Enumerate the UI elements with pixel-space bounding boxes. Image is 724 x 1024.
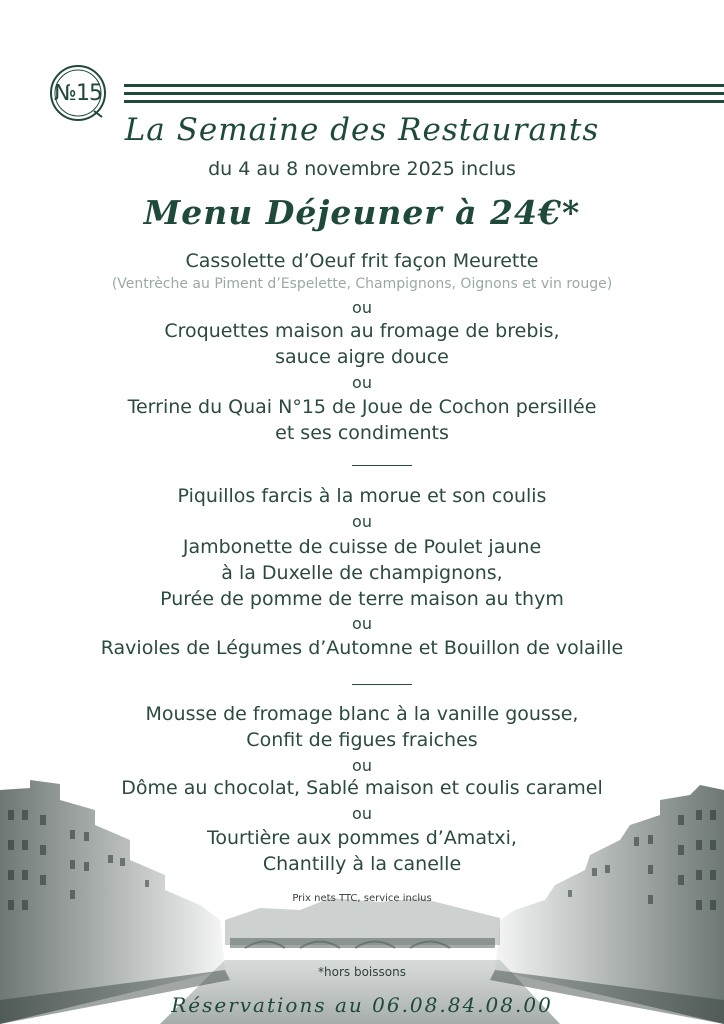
entree-3-line-2: et ses condiments: [275, 422, 449, 444]
prices-note: Prix nets TTC, service inclus: [292, 893, 432, 904]
or-separator: ou: [352, 298, 372, 317]
or-separator: ou: [352, 804, 372, 823]
plat-2-line-1: Jambonette de cuisse de Poulet jaune: [182, 536, 542, 558]
or-separator: ou: [352, 614, 372, 633]
or-separator: ou: [352, 756, 372, 775]
section-divider: [352, 465, 412, 466]
plat-2-line-3: Purée de pomme de terre maison au thym: [160, 588, 564, 610]
header-rule-3: [124, 100, 724, 103]
entree-1-detail: (Ventrèche au Piment d’Espelette, Champignons, Oignons et vin rouge): [111, 276, 613, 292]
header-rule-1: [124, 84, 724, 87]
dessert-2-line-1: Dôme au chocolat, Sablé maison et coulis caramel: [121, 777, 603, 799]
plat-2-line-2: à la Duxelle de champignons,: [221, 562, 503, 584]
section-divider: [352, 684, 412, 685]
plat-3-line-1: Ravioles de Légumes d’Automne et Bouillon de volaille: [100, 637, 624, 659]
dessert-1-line-2: Confit de figues fraiches: [246, 729, 478, 751]
entree-2-line-1: Croquettes maison au fromage de brebis,: [164, 320, 560, 342]
entree-3-line-1: Terrine du Quai N°15 de Joue de Cochon persillée: [127, 396, 597, 418]
event-dates: du 4 au 8 novembre 2025 inclus: [208, 158, 516, 180]
reservations-phone: Réservations au 06.08.84.08.00: [171, 993, 553, 1017]
plat-1-line-1: Piquillos farcis à la morue et son coulis: [177, 485, 547, 507]
entree-1-name: Cassolette d’Oeuf frit façon Meurette: [185, 250, 539, 272]
dessert-1-line-1: Mousse de fromage blanc à la vanille gousse,: [145, 703, 579, 725]
header-rule-2: [124, 92, 724, 95]
or-separator: ou: [352, 512, 372, 531]
dessert-3-line-2: Chantilly à la canelle: [262, 853, 462, 875]
logo-text: №15: [54, 80, 102, 106]
menu-heading: Menu Déjeuner à 24€*: [143, 193, 581, 232]
dessert-3-line-1: Tourtière aux pommes d’Amatxi,: [207, 827, 517, 849]
entree-2-line-2: sauce aigre douce: [275, 346, 449, 368]
or-separator: ou: [352, 373, 372, 392]
page-title: La Semaine des Restaurants: [124, 112, 600, 148]
drinks-note: *hors boissons: [318, 965, 406, 979]
